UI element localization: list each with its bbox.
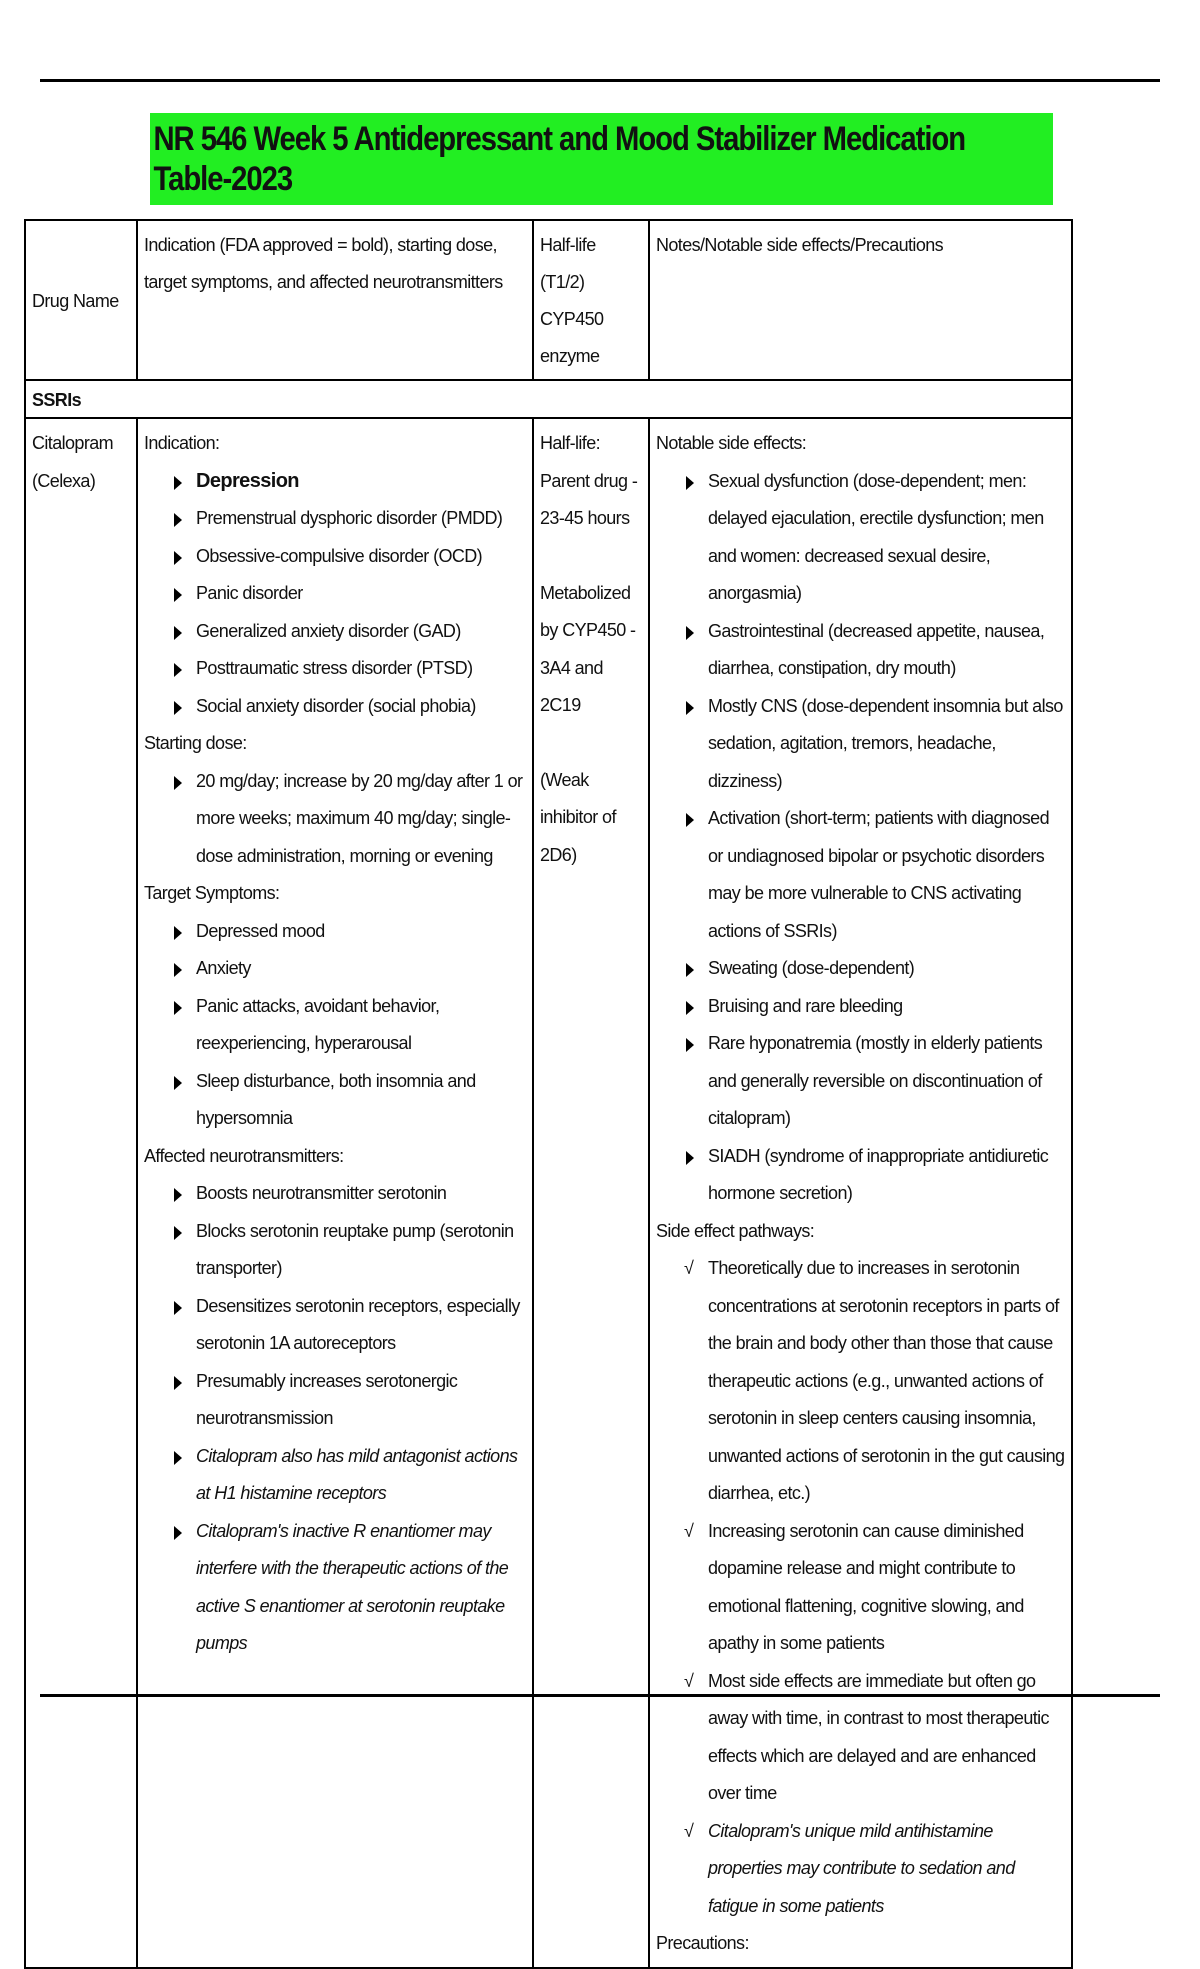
neurotransmitters-label: Affected neurotransmitters:: [144, 1145, 344, 1166]
pathway-text: Theoretically due to increases in serotonin concentrations at serotonin receptors in parts of the brain and body other than those that cause therapeutic actions (e.g., unwanted actions of serotonin in sleep centers causing insomnia, unwanted actions of serotonin in the gut causing diarrhea, etc.): [708, 1258, 1065, 1503]
side-effect-item: Activation (short-term; patients with diagnosed or undiagnosed bipolar or psychotic disorders may be more vulnerable to CNS activating actions of SSRIs): [656, 800, 1065, 950]
check-icon: √: [684, 1258, 694, 1278]
target-symptoms-list: [144, 913, 526, 1138]
side-effects-list: [656, 463, 1065, 1213]
half-life-cell: [533, 418, 649, 1968]
side-effect-item: Sexual dysfunction (dose-dependent; men: delayed ejaculation, erectile dysfunction; men and women: decreased sexual desire, anorgasmia): [656, 463, 1065, 613]
indication-item: Obsessive-compulsive disorder (OCD): [144, 538, 526, 576]
header-drug-name: Drug Name: [25, 220, 137, 380]
medication-table: [24, 219, 1073, 1969]
drug-name: Citalopram (Celexa): [25, 418, 137, 1968]
pathway-text: Increasing serotonin can cause diminished dopamine release and might contribute to emotional flattening, cognitive slowing, and apathy in some patients: [708, 1520, 1024, 1653]
indication-item: Depression: [144, 463, 526, 501]
side-effects-label: Notable side effects:: [656, 433, 807, 453]
neuro-item-italic: Citalopram's inactive R enantiomer may interfere with the therapeutic actions of the active S enantiomer at serotonin reuptake pumps: [144, 1513, 526, 1663]
indication-label: Indication:: [144, 433, 220, 453]
pathway-text: Citalopram's unique mild antihistamine properties may contribute to sedation and fatigue in some patients: [708, 1820, 1015, 1916]
title-wrap: [150, 113, 1200, 205]
target-item: Sleep disturbance, both insomnia and hypersomnia: [144, 1063, 526, 1138]
spacer: [540, 538, 642, 575]
neuro-item: Boosts neurotransmitter serotonin: [144, 1175, 526, 1213]
indication-item: Generalized anxiety disorder (GAD): [144, 613, 526, 651]
pathway-item: [656, 1513, 1065, 1663]
indication-item: Premenstrual dysphoric disorder (PMDD): [144, 500, 526, 538]
target-symptoms-label: Target Symptoms:: [144, 883, 280, 903]
side-effect-item: SIADH (syndrome of inappropriate antidiuretic hormone secretion): [656, 1138, 1065, 1213]
side-effect-item: Rare hyponatremia (mostly in elderly patients and generally reversible on discontinuation of citalopram): [656, 1025, 1065, 1138]
neuro-item: Blocks serotonin reuptake pump (serotonin transporter): [144, 1213, 526, 1288]
neuro-item: Presumably increases serotonergic neurotransmission: [144, 1363, 526, 1438]
check-icon: √: [684, 1670, 694, 1691]
pathway-item: [656, 1250, 1065, 1513]
target-item: Anxiety: [144, 950, 526, 988]
pathways-label: Side effect pathways:: [656, 1220, 815, 1241]
half-life-label: Half-life:: [540, 433, 601, 453]
indication-item: Panic disorder: [144, 575, 526, 613]
top-rule: [40, 79, 1160, 82]
starting-dose-label: Starting dose:: [144, 733, 247, 753]
indication-item: Posttraumatic stress disorder (PTSD): [144, 650, 526, 688]
side-effect-item: Bruising and rare bleeding: [656, 988, 1065, 1026]
pathways-list: [656, 1250, 1065, 1925]
check-icon: √: [684, 1820, 694, 1841]
target-item: Depressed mood: [144, 913, 526, 951]
starting-dose-list: [144, 763, 526, 876]
side-effect-item: Gastrointestinal (decreased appetite, nausea, diarrhea, constipation, dry mouth): [656, 613, 1065, 688]
inhibitor-text: (Weak inhibitor of 2D6): [540, 769, 616, 865]
indication-list: [144, 463, 526, 726]
side-effect-item: Sweating (dose-dependent): [656, 950, 1065, 988]
neuro-item-italic: Citalopram also has mild antagonist actions at H1 histamine receptors: [144, 1438, 526, 1513]
drug-row: [25, 418, 1072, 1968]
section-row: [25, 380, 1072, 418]
precautions-label: Precautions:: [656, 1933, 749, 1953]
section-ssris: SSRIs: [25, 380, 1072, 418]
side-effect-item: Mostly CNS (dose-dependent insomnia but also sedation, agitation, tremors, headache, dizziness): [656, 688, 1065, 801]
page-title: NR 546 Week 5 Antidepressant and Mood Stabilizer Medication Table-2023: [150, 113, 1053, 205]
header-half-life: Half-life (T1/2) CYP450 enzyme: [533, 220, 649, 380]
header-indication: Indication (FDA approved = bold), starting dose, target symptoms, and affected neurotransmitters: [137, 220, 533, 380]
pathway-item: [656, 1663, 1065, 1813]
header-row: [25, 220, 1072, 380]
indication-cell: [137, 418, 533, 1968]
bottom-rule: [40, 1694, 1160, 1697]
check-icon: √: [684, 1520, 694, 1541]
starting-dose-item: 20 mg/day; increase by 20 mg/day after 1 or more weeks; maximum 40 mg/day; single-dose administration, morning or evening: [144, 763, 526, 876]
neuro-item: Desensitizes serotonin receptors, especially serotonin 1A autoreceptors: [144, 1288, 526, 1363]
pathway-text: Most side effects are immediate but often go away with time, in contrast to most therapeutic effects which are delayed and are enhanced over time: [708, 1670, 1049, 1803]
pathway-item-italic: [656, 1813, 1065, 1926]
header-notes: Notes/Notable side effects/Precautions: [649, 220, 1072, 380]
notes-cell: [649, 418, 1072, 1968]
target-item: Panic attacks, avoidant behavior, reexperiencing, hyperarousal: [144, 988, 526, 1063]
half-life-value: Parent drug - 23-45 hours: [540, 470, 638, 528]
neurotransmitters-list: [144, 1175, 526, 1663]
metabolism-text: Metabolized by CYP450 - 3A4 and 2C19: [540, 582, 636, 715]
indication-item: Social anxiety disorder (social phobia): [144, 688, 526, 726]
spacer: [540, 725, 642, 762]
